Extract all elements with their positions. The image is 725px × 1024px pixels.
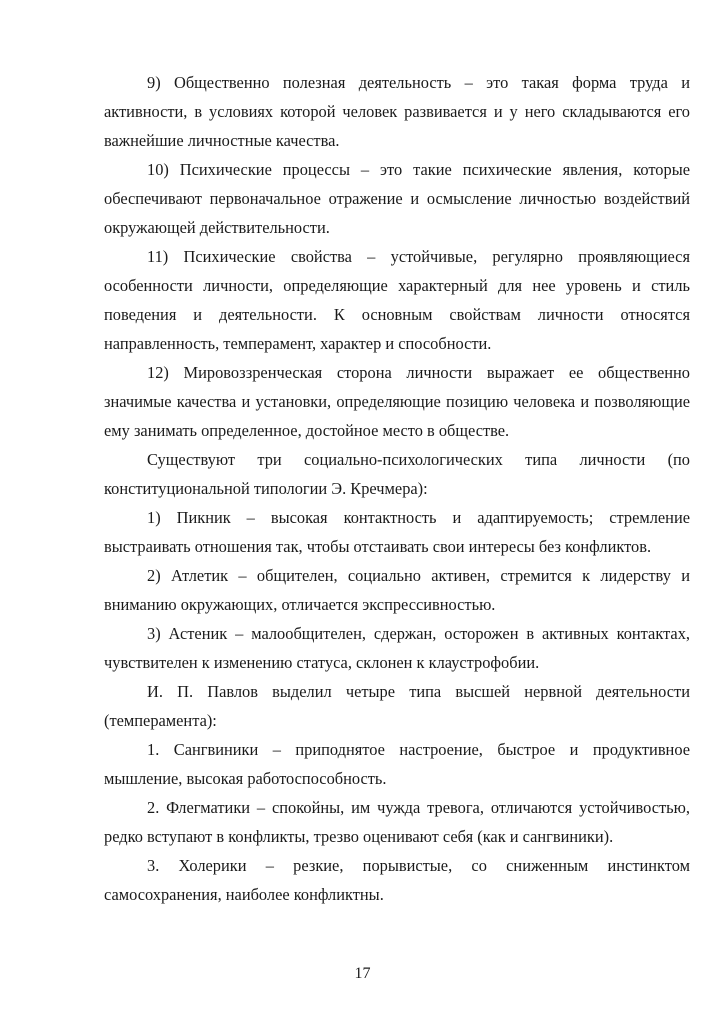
paragraph-asthenic: 3) Астеник – малообщителен, сдержан, осторожен в активных контактах, чувствителен к изменению статуса, склонен к клаустрофобии. (104, 624, 690, 672)
paragraph-12-worldview: 12) Мировоззренческая сторона личности выражает ее общественно значимые качества и установки, определяющие позицию человека и позволяющие ему занимать определенное, достойное место в обществе. (104, 363, 690, 440)
paragraph-10-mental-processes: 10) Психические процессы – это такие психические явления, которые обеспечивают первоначальное отражение и осмысление личностью воздействий окружающей действительности. (104, 160, 690, 237)
paragraph-choleric: 3. Холерики – резкие, порывистые, со сниженным инстинктом самосохранения, наиболее конфликтны. (104, 856, 690, 904)
paragraph-pavlov-intro: И. П. Павлов выделил четыре типа высшей нервной деятельности (темперамента): (104, 682, 690, 730)
body-text (104, 68, 690, 909)
page-number: 17 (354, 965, 371, 982)
paragraph-athletic: 2) Атлетик – общителен, социально активен, стремится к лидерству и вниманию окружающих, отличается экспрессивностью. (104, 566, 690, 614)
paragraph-phlegmatic: 2. Флегматики – спокойны, им чужда тревога, отличаются устойчивостью, редко вступают в конфликты, трезво оценивают себя (как и сангвиники). (104, 798, 690, 846)
paragraph-11-mental-properties: 11) Психические свойства – устойчивые, регулярно проявляющиеся особенности личности, определяющие характерный для нее уровень и стиль поведения и деятельности. К основным свойствам личности относятся направленность, темперамент, характер и способности. (104, 247, 690, 353)
paragraph-9-public-activity: 9) Общественно полезная деятельность – это такая форма труда и активности, в условиях которой человек развивается и у него складываются его важнейшие личностные качества. (104, 73, 690, 150)
paragraph-sanguine: 1. Сангвиники – приподнятое настроение, быстрое и продуктивное мышление, высокая работоспособность. (104, 740, 690, 788)
paragraph-kretschmer-intro: Существуют три социально-психологических типа личности (по конституциональной типологии Э. Кречмера): (104, 450, 690, 498)
paragraph-pyknic: 1) Пикник – высокая контактность и адаптируемость; стремление выстраивать отношения так, чтобы отстаивать свои интересы без конфликтов. (104, 508, 690, 556)
